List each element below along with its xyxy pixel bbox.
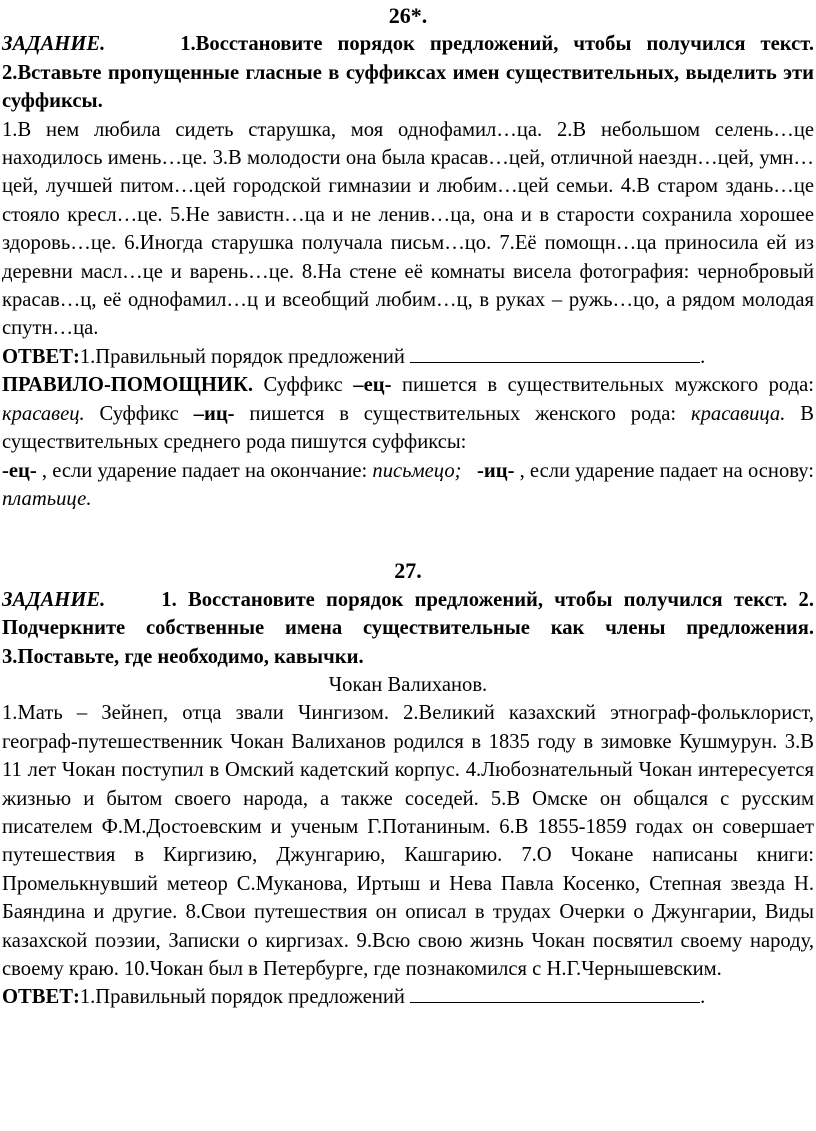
rule-label: ПРАВИЛО-ПОМОЩНИК.	[2, 374, 254, 397]
section-gap	[2, 513, 814, 557]
answer-text: 1.Правильный порядок предложений	[79, 986, 405, 1009]
rule-text: Суффикс	[263, 374, 343, 397]
rule-text: пишется в существительных женского рода:	[249, 402, 677, 425]
exercise-27-number: 27.	[394, 558, 422, 584]
rule-suffix: –иц-	[193, 402, 235, 425]
rule-text: В существительных среднего рода пишутся суффиксы:	[2, 402, 814, 454]
answer-end: .	[700, 345, 706, 368]
exercise-26-body: 1.В нем любила сидеть старушка, моя однофамил…ца. 2.В небольшом селень…це находилось имень…це. 3.В молодости она была красав…цей, отличной наездн…цей, умн…цей, лучшей питом…цей городской гимназии и любим…цей семьи. 4.В старом здань…це стояло кресл…це. 5.Не завистн…ца и не ленив…ца, она и в старости сохранила хорошее здоровь…це. 6.Иногда старушка получала письм…цо. 7.Её помощн…ца приносила ей из деревни масл…це и варень…це. 8.На стене её комнаты висела фотография: чернобровый красав…ц, её однофамил…ц и всеобщий любим…ц, в руках – ружь…цо, а рядом молодая спутн…ца.	[2, 118, 814, 340]
rule-suffix: –ец-	[353, 374, 392, 397]
exercise-26-number: 26*.	[388, 3, 428, 28]
rule-suffix: -иц-	[477, 459, 515, 482]
answer-end: .	[700, 986, 706, 1009]
exercise-26-task	[2, 30, 814, 115]
exercise-27-title: Чокан Валиханов.	[328, 673, 488, 696]
answer-text: 1.Правильный порядок предложений	[79, 345, 405, 368]
rule-suffix: -ец-	[2, 459, 37, 482]
rule-text: пишется в существительных мужского рода:	[401, 374, 814, 397]
rule-example: платьице.	[2, 487, 92, 510]
answer-label: ОТВЕТ:	[2, 345, 80, 368]
task-text: 1.Восстановите порядок предложений, чтобы получился текст. 2.Вставьте пропущенные гласные в суффиксах имен существительных, выделить эти суффиксы.	[2, 33, 814, 113]
exercise-26-answer	[2, 343, 814, 371]
exercise-27-body: 1.Мать – Зейнеп, отца звали Чингизом. 2.Великий казахский этнограф-фольклорист, географ-путешественник Чокан Валиханов родился в 1835 году в зимовке Кушмурун. 3.В 11 лет Чокан поступил в Омский кадетский корпус. 4.Любознательный Чокан интересуется жизнью и бытом своего народа, а также соседей. 5.В Омске он общался с русским писателем Ф.М.Достоевским и ученым Г.Потаниным. 6.В 1855-1859 годах он совершает путешествия в Киргизию, Джунгарию, Кашгарию. 7.О Чокане написаны книги: Промелькнувший метеор С.Муканова, Иртыш и Нева Павла Косенко, Степная звезда Н. Баяндина и другие. 8.Свои путешествия он описал в трудах Очерки о Джунгарии, Виды казахской поэзии, Записки о киргизах. 9.Всю свою жизнь Чокан посвятил своему народу, своему краю. 10.Чокан был в Петербурге, где познакомился с Н.Г.Чернышевским.	[2, 702, 814, 980]
rule-text: Суффикс	[99, 402, 179, 425]
answer-label: ОТВЕТ:	[2, 986, 80, 1009]
rule-example: красавец.	[2, 402, 85, 425]
answer-blank-line[interactable]	[410, 984, 700, 1003]
exercise-26-rule	[2, 371, 814, 456]
answer-blank-line[interactable]	[410, 344, 700, 363]
task-label: ЗАДАНИЕ.	[2, 588, 106, 611]
task-label: ЗАДАНИЕ.	[2, 33, 106, 56]
rule-example: письмецо;	[372, 459, 462, 482]
rule-text: , если ударение падает на окончание:	[41, 459, 368, 482]
task-text: 1. Восстановите порядок предложений, чтобы получился текст. 2. Подчеркните собственные имена существительные как члены предложения. 3.Поставьте, где необходимо, кавычки.	[2, 588, 815, 668]
rule-example: красавица.	[691, 402, 786, 425]
exercise-26-rule-cont	[2, 457, 814, 514]
exercise-27-task	[2, 586, 814, 671]
exercise-27-answer	[2, 983, 814, 1011]
rule-text: , если ударение падает на основу:	[519, 459, 815, 482]
